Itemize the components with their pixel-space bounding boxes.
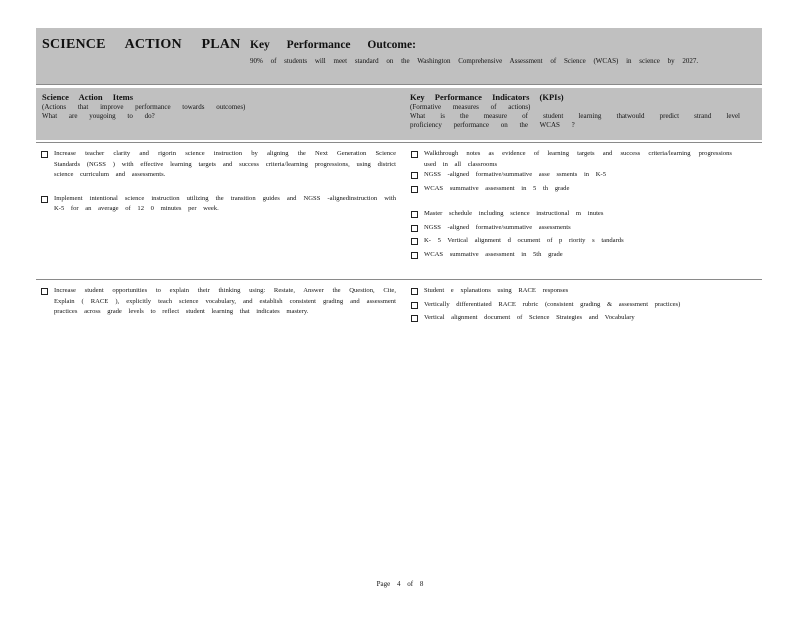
key-performance-outcome-text: 90% of students will meet standard on the Washington Comprehensive Assessment of Science (WCAS) in science by 2027. [250,57,699,65]
action-item [36,149,406,181]
kpi-item-text: Walkthrough notes as evidence of learning targets and success criteria/learning progressions used in all classrooms [424,150,732,168]
action-items-header [42,92,372,121]
action-items-question: What are yougoing to do? [42,112,155,120]
square-bullet-icon [411,315,418,322]
kpi-item [406,223,762,237]
square-bullet-icon [411,211,418,218]
square-bullet-icon [41,288,48,295]
square-bullet-icon [41,196,48,203]
kpi-item-text: K- 5 Vertical alignment d ocument of p riority s tandards [424,237,624,244]
sections-container [36,143,762,343]
title-bar [36,28,762,85]
kpi-item-text: Vertical alignment document of Science Strategies and Vocabulary [424,314,635,321]
checkbox-bullet-icon [406,149,424,170]
action-item-text: Increase teacher clarity and rigorin science instruction by aligning the Next Generation Science Standards (NGSS ) with effective learning targets and success criteria/learning progressions, using district science curriculum and assessments. [54,150,396,178]
square-bullet-icon [411,302,418,309]
action-items-heading: Science Action Items [42,92,134,102]
kpi-item-text: Vertically differentiated RACE rubric (consistent grading & assessment practices) [424,300,681,308]
kpi-item-text: NGSS -aligned formative/summative asse ssments in K-5 [424,171,607,178]
square-bullet-icon [411,172,418,179]
section-row [36,286,762,339]
column-header-bar [36,88,762,140]
action-item-text: Increase student opportunities to explain their thinking using: Restate, Answer the Question, Cite, Explain ( RACE ), explicitly teach science vocabulary, and establish consistent grading and assessment practices across grade levels to reflect student learning that indicates mastery. [54,287,396,315]
plan-section [36,143,762,280]
action-plan-table [36,28,762,343]
kpi-group [406,286,762,327]
square-bullet-icon [411,252,418,259]
action-items-subtitle: (Actions that improve performance towards outcomes) [42,103,246,111]
square-bullet-icon [411,225,418,232]
checkbox-bullet-icon [406,236,424,250]
checkbox-bullet-icon [36,286,54,318]
kpi-item-text: WCAS summative assessment in 5 th grade [424,184,570,192]
kpi-item [406,313,762,327]
checkbox-bullet-icon [36,149,54,181]
square-bullet-icon [411,151,418,158]
action-item-text: Implement intentional science instruction utilizing the transition guides and NGSS -alignedinstruction with K-5 for an average of 12 0 minutes per week. [54,194,396,212]
kpi-question: What is the measure of student learning thatwould predict strand level proficiency performance on the WCAS ? [410,112,740,129]
square-bullet-icon [411,238,418,245]
kpi-header [410,92,750,130]
kpi-item [406,209,762,223]
action-items-cell [36,286,406,339]
kpi-item [406,300,762,314]
page-number: Page 4 of 8 [376,580,424,588]
square-bullet-icon [411,288,418,295]
section-row [36,149,762,275]
key-performance-outcome-heading: Key Performance Outcome: [250,39,416,51]
checkbox-bullet-icon [406,300,424,314]
kpi-item [406,250,762,264]
kpi-item [406,236,762,250]
kpi-item-text: Student e xplanations using RACE responses [424,287,569,294]
checkbox-bullet-icon [406,184,424,198]
checkbox-bullet-icon [36,194,54,215]
kpi-item [406,149,762,170]
kpi-cell [406,286,762,339]
checkbox-bullet-icon [406,286,424,300]
kpi-item [406,286,762,300]
plan-section [36,280,762,343]
kpi-group [406,209,762,263]
kpi-subtitle: (Formative measures of actions) [410,103,531,111]
action-items-cell [36,149,406,275]
checkbox-bullet-icon [406,223,424,237]
kpi-item-text: WCAS summative assessment in 5th grade [424,250,563,258]
kpi-item [406,170,762,184]
kpi-item-text: NGSS -aligned formative/summative assessments [424,223,571,231]
page-title: SCIENCE ACTION PLAN [42,37,241,52]
kpi-group [406,149,762,197]
square-bullet-icon [41,151,48,158]
checkbox-bullet-icon [406,250,424,264]
kpi-item-text: Master schedule including science instructional m inutes [424,210,604,217]
checkbox-bullet-icon [406,170,424,184]
kpi-heading: Key Performance Indicators (KPIs) [410,92,564,102]
square-bullet-icon [411,186,418,193]
action-item [36,286,406,318]
checkbox-bullet-icon [406,209,424,223]
action-item [36,194,406,215]
kpi-item [406,184,762,198]
kpi-cell [406,149,762,275]
checkbox-bullet-icon [406,313,424,327]
